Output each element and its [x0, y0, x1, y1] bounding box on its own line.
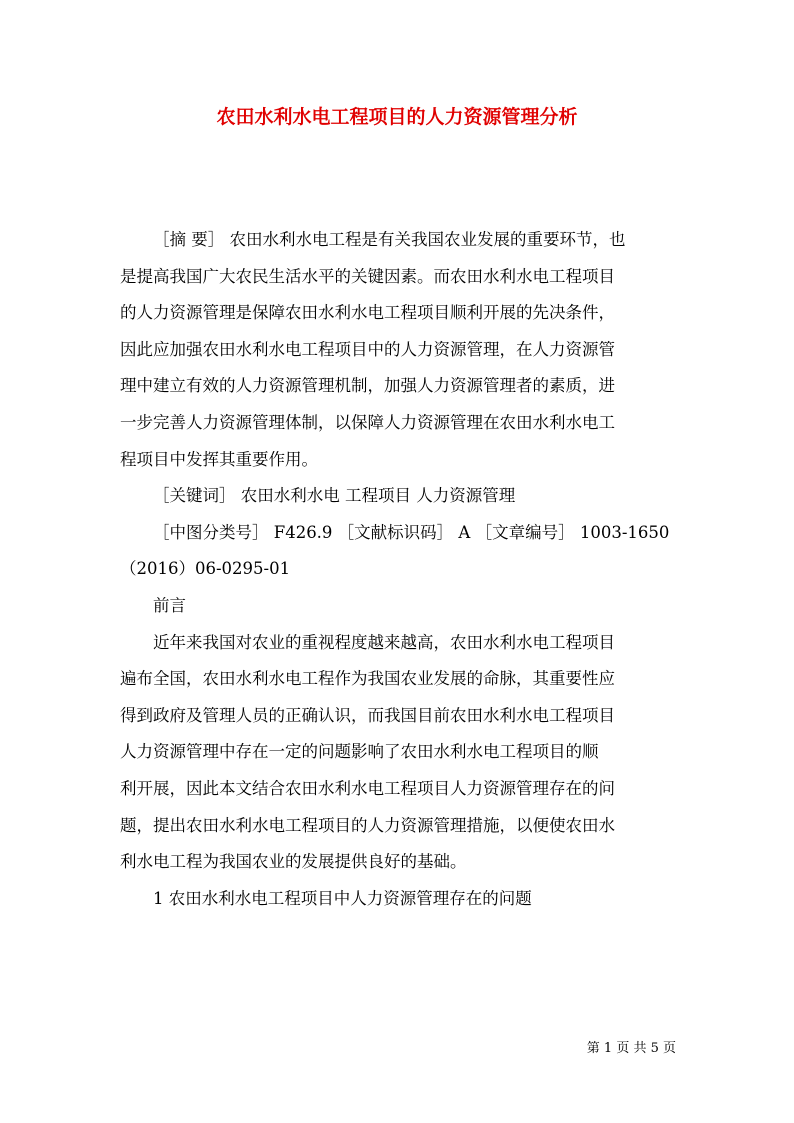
keywords-paragraph	[120, 478, 678, 515]
preface-line: 题，提出农田水利水电工程项目的人力资源管理措施，以便使农田水	[120, 815, 615, 835]
preface-line: 人力资源管理中存在一定的问题影响了农田水利水电工程项目的顺	[120, 742, 599, 762]
preface-line: 近年来我国对农业的重视程度越来越高，农田水利水电工程项目	[153, 632, 615, 652]
classification-line: （2016）06-0295-01	[120, 559, 291, 579]
abstract-line: 因此应加强农田水利水电工程项目中的人力资源管理，在人力资源管	[120, 339, 615, 359]
abstract-line: 一步完善人力资源管理体制，以保障人力资源管理在农田水利水电工	[120, 412, 615, 432]
preface-line: 利开展，因此本文结合农田水利水电工程项目人力资源管理存在的问	[120, 778, 615, 798]
preface-line: 遍布全国，农田水利水电工程作为我国农业发展的命脉，其重要性应	[120, 669, 615, 689]
abstract-paragraph	[120, 222, 678, 478]
preface-line: 得到政府及管理人员的正确认识，而我国目前农田水利水电工程项目	[120, 705, 615, 725]
classification-paragraph	[120, 515, 678, 588]
preface-line: 利水电工程为我国农业的发展提供良好的基础。	[120, 852, 467, 872]
document-body	[120, 222, 678, 917]
document-title: 农田水利水电工程项目的人力资源管理分析	[216, 106, 578, 128]
abstract-line: ［摘 要］ 农田水利水电工程是有关我国农业发展的重要环节，也	[153, 230, 626, 249]
classification-line: ［中图分类号］ F426.9 ［文献标识码］ A ［文章编号］ 1003-1650	[153, 522, 670, 542]
preface-heading-paragraph	[120, 588, 678, 625]
page-footer: 第 1 页 共 5 页	[586, 1041, 676, 1056]
keywords-line: ［关键词］ 农田水利水电 工程项目 人力资源管理	[153, 486, 516, 506]
section-heading-paragraph	[120, 881, 678, 918]
abstract-line: 的人力资源管理是保障农田水利水电工程项目顺利开展的先决条件，	[120, 303, 615, 323]
abstract-line: 程项目中发挥其重要作用。	[120, 449, 318, 469]
section-heading: 1 农田水利水电工程项目中人力资源管理存在的问题	[153, 888, 532, 908]
abstract-line: 理中建立有效的人力资源管理机制，加强人力资源管理者的素质，进	[120, 376, 615, 396]
abstract-line: 是提高我国广大农民生活水平的关键因素。而农田水利水电工程项目	[120, 266, 615, 286]
preface-heading: 前言	[153, 595, 186, 615]
preface-paragraph	[120, 625, 678, 881]
